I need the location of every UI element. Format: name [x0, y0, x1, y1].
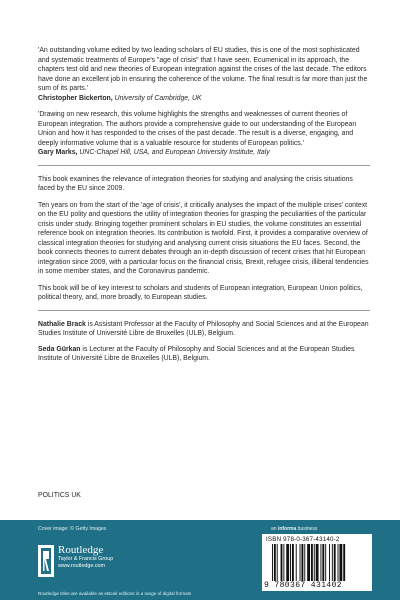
barcode-bar: [296, 544, 297, 581]
barcode-bar: [311, 544, 313, 581]
reviewer-name: Christopher Bickerton,: [38, 94, 113, 102]
reviewer-affiliation: University of Cambridge, UK: [112, 94, 202, 102]
editor-bio: [38, 345, 370, 364]
informa-tag: [271, 526, 317, 532]
editor-name: Seda Gürkan: [38, 345, 81, 353]
barcode-bar: [332, 544, 333, 581]
publisher-block: [58, 544, 113, 570]
review-attribution: [38, 148, 370, 158]
description-paragraph: This book will be of key interest to scholars and students of European integration, European Union politics, political theory, and, more broadly, to European studies.: [38, 284, 363, 301]
barcode-bar: [325, 544, 326, 581]
barcode-bar: [307, 544, 310, 581]
barcode-bar: [314, 544, 315, 581]
barcode-bar: [281, 544, 283, 581]
informa-brand: informa: [277, 526, 297, 532]
description-paragraph: Ten years on from the start of the 'age of crisis', it critically analyses the impact of the multiple crises' context on the EU polity and questions the utility of integration theories for grasping the peculiarities of the particular crisis under study. Bringing together prominent scholars in EU studies, the volume constitutes an essential reference book on integration theories. Its contribution is twofold. First, it provides a comparative overview of classical integration theories for studying and analysing current crisis situations the EU faces. Second, the book connects theories to current debates through an in-depth discussion of recent crises that hit European integration since 2009, with a particular focus on the financial crisis, Brexit, refugee crisis, illiberal tendencies in some member states, and the Coronavirus pandemic.: [38, 201, 369, 275]
barcode-icon: [272, 544, 368, 581]
barcode-bar: [300, 544, 301, 581]
informa-suffix: business: [296, 526, 318, 532]
barcode-bar: [316, 544, 319, 581]
routledge-logo-icon: [38, 545, 54, 577]
barcode-bar: [329, 544, 330, 581]
ebook-note: Routledge titles are available as eBook editions in a range of digital formats: [38, 591, 192, 596]
barcode-bar: [283, 544, 284, 581]
editor-bio: [38, 320, 370, 339]
isbn-label: ISBN 978-0-367-43140-2: [266, 536, 340, 543]
barcode-bar: [334, 544, 336, 581]
informa-prefix: an: [271, 526, 278, 532]
barcode-bar: [304, 544, 305, 581]
subject-category: POLITICS UK: [38, 492, 81, 499]
editor-name: Nathalie Brack: [38, 320, 86, 328]
editor-bio-text: is Assistant Professor at the Faculty of Philosophy and Social Sciences and at the European Studies Institute of Université Libre de Bruxelles (ULB), Belgium.: [38, 320, 369, 337]
barcode-bar: [272, 544, 273, 581]
review-quote: 'An outstanding volume edited by two leading scholars of EU studies, this is one of the most sophisticated and systematic treatments of Europe's "age of crisis" that I have seen. Ecumenical in its approach, the chapters test old and new theories of European integration against the crises of the last decade. The editors have done an excellent job in ensuring the coherence of the volume. The final result is far more than just the sum of its parts.': [38, 47, 368, 92]
publisher-url[interactable]: www.routledge.com: [58, 563, 106, 569]
review-quote: 'Drawing on new research, this volume highlights the strengths and weaknesses of current theories of European integration. The authors provide a comprehensive guide to our understanding of the European Union and how it has responded to the crises of the past decade. The result is a diverse, engaging, and deeply informative volume that is a valuable resource for students of European politics.': [38, 111, 357, 147]
barcode-bar: [292, 544, 294, 581]
barcode-bar: [301, 544, 303, 581]
barcode-bar: [274, 544, 276, 581]
barcode-bar: [290, 544, 291, 581]
barcode-bar: [277, 544, 278, 581]
barcode-bar: [343, 544, 345, 581]
barcode-bar: [338, 544, 339, 581]
description-paragraph: This book examines the relevance of integration theories for studying and analysing the crisis situations faced by the EU since 2009.: [38, 175, 353, 192]
barcode-bar: [286, 544, 289, 581]
isbn-barcode: [262, 534, 372, 591]
cover-credit: Cover image: © Getty Images: [38, 526, 107, 532]
barcode-bar: [320, 544, 321, 581]
publisher-name: Routledge: [58, 544, 104, 556]
barcode-bar: [339, 544, 342, 581]
barcode-bar: [322, 544, 324, 581]
reviewer-affiliation: UNC-Chapel Hill, USA, and European University Institute, Italy: [77, 149, 270, 156]
section-divider: [38, 165, 370, 166]
publisher-footer: [0, 520, 400, 600]
publisher-group: Taylor & Francis Group: [58, 556, 114, 562]
barcode-digits: 9 780367 431402: [264, 581, 343, 590]
back-cover-text: [38, 46, 370, 370]
section-divider: [38, 310, 370, 311]
reviewer-name: Gary Marks,: [38, 149, 78, 156]
editor-bio-text: is Lecturer at the Faculty of Philosophy and Social Sciences and at the European Studies Institute of Université Libre de Bruxelles (ULB), Belgium.: [38, 345, 355, 362]
review-attribution: [38, 94, 370, 104]
